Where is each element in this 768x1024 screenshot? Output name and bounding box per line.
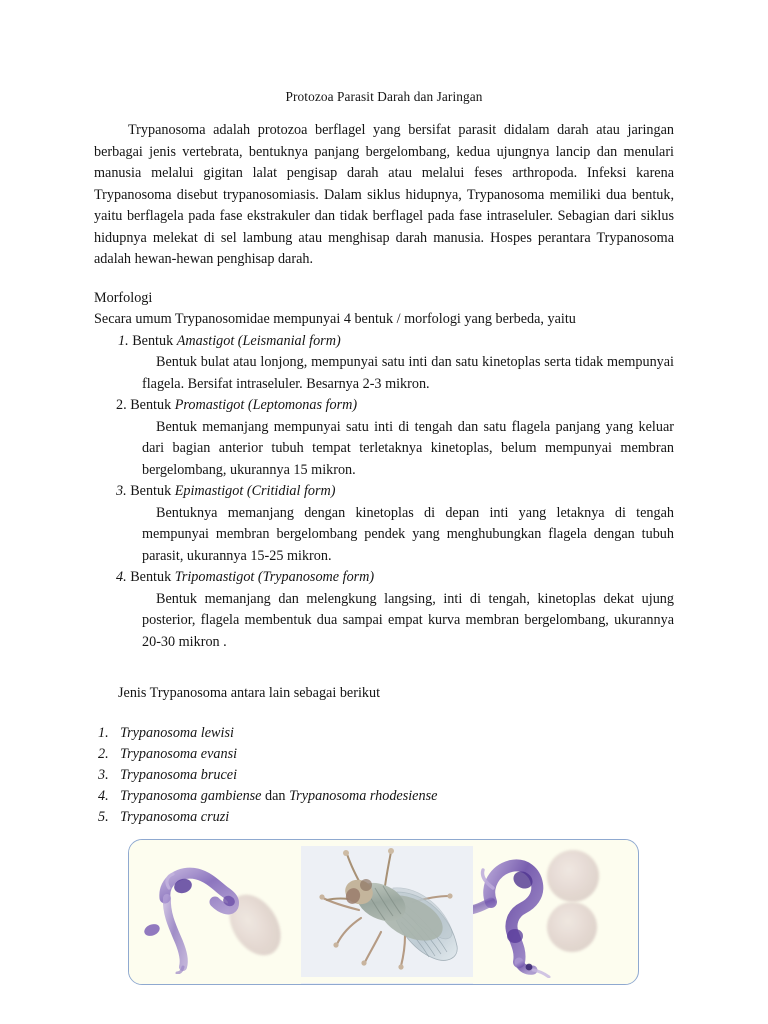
list-item: [94, 395, 674, 481]
figure-panel: [128, 839, 639, 985]
list-item: [94, 331, 674, 396]
trypanosome-smear-right-image: [473, 840, 636, 984]
species-list: [94, 723, 674, 828]
species-lead: Jenis Trypanosoma antara lain sebagai berikut: [118, 685, 381, 701]
tsetse-fly-photo-image: [301, 840, 473, 984]
list-item: [94, 481, 674, 567]
kinetoplast-fragment: [137, 918, 167, 942]
trypanosome-smear-left-image: [129, 840, 301, 984]
list-item: [94, 807, 674, 828]
morphology-item-label: Bentuk: [130, 397, 172, 413]
page-title: Protozoa Parasit Darah dan Jaringan: [285, 89, 483, 104]
list-item: [94, 567, 674, 653]
species-name: Trypanosoma gambiense: [120, 787, 262, 804]
species-name: Trypanosoma evansi: [120, 745, 238, 762]
list-item: [94, 765, 674, 786]
species-name: Trypanosoma cruzi: [120, 808, 230, 825]
species-name: Trypanosoma lewisi: [120, 724, 234, 741]
morphology-item-number: 3.: [116, 483, 127, 499]
species-number: 4.: [98, 787, 109, 804]
morphology-heading: Morfologi: [94, 289, 153, 306]
morphology-item-body: Bentuk bulat atau lonjong, mempunyai satu inti dan satu kinetoplas serta tidak mempunyai flagela. Bersifat intraseluler. Besarnya 2-3 mikron.: [142, 354, 674, 392]
morphology-lead: Secara umum Trypanosomidae mempunyai 4 bentuk / morfologi yang berbeda, yaitu: [94, 311, 576, 327]
morphology-item-number: 2.: [116, 397, 127, 413]
tsetse-fly-illustration: [301, 840, 473, 983]
morphology-item-body: Bentuk memanjang dan melengkung langsing, inti di tengah, kinetoplas dekat ujung posterior, flagela membentuk dua sampai empat kurva membran bergelombang, ukurannya 20-30 mikron .: [142, 590, 674, 650]
morphology-item-number: 4.: [116, 569, 127, 585]
species-number: 3.: [98, 766, 109, 783]
morphology-item-number: 1.: [118, 332, 129, 349]
species-number: 2.: [98, 745, 109, 762]
morphology-item-heading: [94, 395, 674, 417]
morphology-item-heading: [94, 331, 674, 353]
list-item: [94, 786, 674, 807]
list-item: [94, 744, 674, 765]
species-name: Trypanosoma brucei: [120, 766, 238, 783]
morphology-item-term: Amastigot (Leismanial form): [176, 332, 341, 349]
intro-paragraph: Trypanosoma adalah protozoa berflagel yang bersifat parasit didalam darah atau jaringan berbagai jenis vertebrata, bentuknya panjang bergelombang, kedua ujungnya lancip dan menulari manusia melalui gigitan lalat pengisap darah atau melalui feses arthropoda. Infeksi karena Trypanosoma disebut trypanosomiasis. Dalam siklus hidupnya, Trypanosoma memiliki dua bentuk, yaitu berflagela pada fase ekstrakuler dan tidak berflagel pada fase intraseluler. Sebagian dari siklus hidupnya melekat di sel lambung atau menghisap darah manusia. Hospes perantara Trypanosoma adalah hewan-hewan penghisap darah.: [94, 122, 674, 267]
morphology-item-term: Tripomastigot (Trypanosome form): [174, 569, 375, 585]
morphology-item-term: Promastigot (Leptomonas form): [174, 397, 358, 413]
morphology-item-label: Bentuk: [132, 332, 174, 349]
trypanosome-parasite: [473, 848, 599, 978]
spacer: [94, 705, 674, 723]
spacer: [94, 653, 674, 683]
morphology-item-body: Bentuk memanjang mempunyai satu inti di tengah dan satu flagela panjang yang keluar dari bagian anterior tubuh tempat terletaknya kinetoplas, belum mempunyai membran bergelombang, ukurannya 15 mikron.: [142, 418, 674, 478]
document-body: [94, 88, 674, 901]
species-conjunction: dan: [261, 787, 290, 804]
morphology-item-heading: [94, 567, 674, 589]
morphology-item-heading: [94, 481, 674, 503]
trypanosome-parasite: [147, 854, 267, 974]
morphology-item-term: Epimastigot (Critidial form): [174, 483, 336, 499]
species-number: 1.: [98, 724, 109, 741]
morphology-item-body: Bentuknya memanjang dengan kinetoplas di depan inti yang letaknya di tengah mempunyai membran bergelombang pendek yang menghubungkan flagela dengan tubuh parasit, ukurannya 15-25 mikron.: [142, 504, 674, 564]
list-item: [94, 723, 674, 744]
species-name-secondary: Trypanosoma rhodesiense: [289, 787, 438, 804]
species-number: 5.: [98, 808, 109, 825]
morphology-item-label: Bentuk: [130, 483, 172, 499]
morphology-item-label: Bentuk: [130, 569, 172, 585]
morphology-list: [94, 331, 674, 654]
